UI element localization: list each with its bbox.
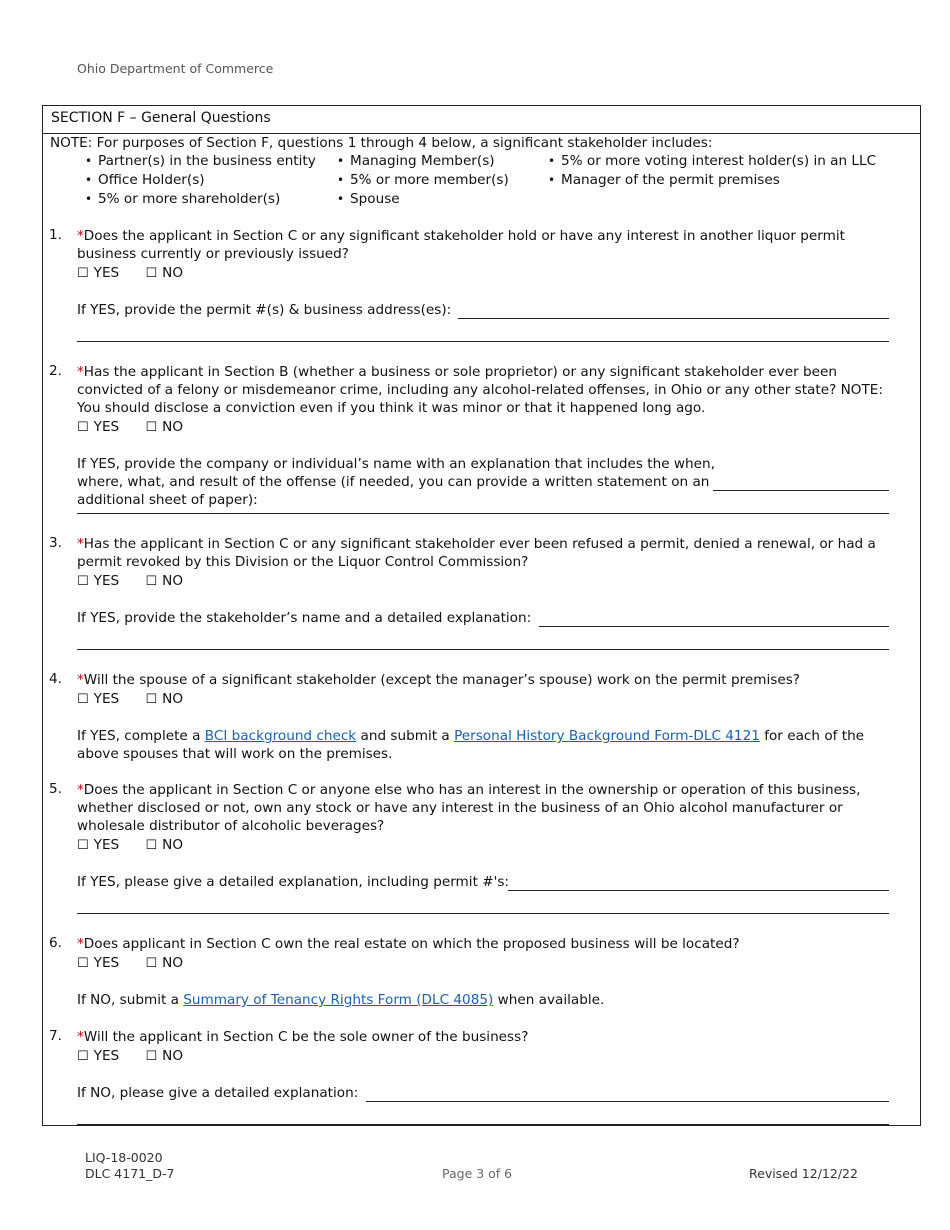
- checkbox-icon: ☐: [77, 1049, 89, 1064]
- answer-line[interactable]: [77, 1124, 889, 1125]
- followup-text-part: when available.: [493, 992, 605, 1008]
- no-label: NO: [162, 837, 184, 853]
- checkbox-icon: ☐: [77, 420, 89, 435]
- checkbox-icon: ☐: [77, 266, 89, 281]
- checkbox-icon: ☐: [145, 838, 158, 853]
- question-number: 3.: [49, 535, 62, 551]
- followup-text: If YES, provide the company or individual’s name with an explanation that includes the when, where, what, and result of the offense (if needed, you can provide a written statement on an additional sheet of paper):: [77, 456, 715, 508]
- no-label: NO: [162, 691, 184, 707]
- yes-checkbox[interactable]: [77, 419, 119, 435]
- yes-label: YES: [93, 419, 120, 435]
- checkbox-icon: ☐: [77, 956, 89, 971]
- followup-text: If NO, please give a detailed explanation:: [77, 1085, 359, 1101]
- question-number: 4.: [49, 671, 62, 687]
- answer-line[interactable]: [77, 513, 889, 514]
- page-number: Page 3 of 6: [442, 1166, 513, 1181]
- followup-text: If YES, provide the stakeholder’s name and a detailed explanation:: [77, 610, 532, 626]
- required-asterisk: *: [77, 1029, 84, 1045]
- bullet-item: • Spouse: [337, 191, 400, 207]
- required-asterisk: *: [77, 228, 84, 244]
- no-checkbox[interactable]: [146, 573, 184, 589]
- answer-line[interactable]: [366, 1101, 889, 1102]
- question-text: Has the applicant in Section C or any significant stakeholder ever been refused a permit, denied a renewal, or had a permit revoked by this Division or the Liquor Control Commission?: [77, 536, 876, 570]
- followup-text-part: If YES, complete a: [77, 728, 205, 744]
- agency-header: Ohio Department of Commerce: [77, 61, 274, 76]
- no-checkbox[interactable]: [146, 419, 184, 435]
- followup-text: If YES, provide the permit #(s) & business address(es):: [77, 302, 452, 318]
- no-checkbox[interactable]: [146, 691, 184, 707]
- question-number: 5.: [49, 781, 62, 797]
- followup-text-part: and submit a: [356, 728, 455, 744]
- bullet-item: • Office Holder(s): [85, 172, 205, 188]
- question-text: Has the applicant in Section B (whether a business or sole proprietor) or any significant stakeholder ever been convicted of a felony or misdemeanor crime, including any alcohol-related offenses, in Ohio or any other state? NOTE: You should disclose a conviction even if you think it was minor or that it happened long ago.: [77, 364, 883, 416]
- required-asterisk: *: [77, 936, 84, 952]
- required-asterisk: *: [77, 672, 84, 688]
- question-number: 6.: [49, 935, 62, 951]
- stakeholder-note: NOTE: For purposes of Section F, questions 1 through 4 below, a significant stakeholder includes:: [50, 135, 713, 151]
- tenancy-rights-form-link[interactable]: Summary of Tenancy Rights Form (DLC 4085): [183, 992, 494, 1008]
- checkbox-icon: ☐: [145, 1049, 158, 1064]
- bullet-item: • Managing Member(s): [337, 153, 495, 169]
- checkbox-icon: ☐: [145, 420, 158, 435]
- personal-history-form-link[interactable]: Personal History Background Form-DLC 4121: [454, 728, 760, 744]
- bci-background-check-link[interactable]: BCI background check: [204, 728, 357, 744]
- yes-label: YES: [93, 573, 120, 589]
- followup-text-part: for each of the above spouses that will work on the premises.: [77, 728, 865, 762]
- checkbox-icon: ☐: [77, 838, 89, 853]
- answer-line[interactable]: [508, 890, 889, 891]
- no-label: NO: [162, 1048, 184, 1064]
- question-text: Will the spouse of a significant stakeholder (except the manager’s spouse) work on the permit premises?: [83, 672, 800, 688]
- form-number: DLC 4171_D-7: [85, 1166, 175, 1181]
- no-label: NO: [162, 419, 184, 435]
- yes-checkbox[interactable]: [77, 573, 119, 589]
- required-asterisk: *: [77, 536, 84, 552]
- yes-checkbox[interactable]: [77, 1048, 119, 1064]
- question-text: Does applicant in Section C own the real estate on which the proposed business will be located?: [83, 936, 740, 952]
- question-number: 2.: [49, 363, 62, 379]
- section-title: SECTION F – General Questions: [43, 106, 920, 134]
- bullet-item: • 5% or more voting interest holder(s) in an LLC: [548, 153, 876, 169]
- followup-text: [77, 727, 903, 763]
- yes-label: YES: [93, 691, 120, 707]
- answer-line[interactable]: [77, 913, 889, 914]
- no-label: NO: [162, 955, 184, 971]
- required-asterisk: *: [77, 782, 84, 798]
- bullet-item: • 5% or more member(s): [337, 172, 509, 188]
- question-number: 7.: [49, 1028, 62, 1044]
- followup-text-part: If NO, submit a: [77, 992, 184, 1008]
- bullet-item: • 5% or more shareholder(s): [85, 191, 280, 207]
- answer-line[interactable]: [539, 626, 889, 627]
- checkbox-icon: ☐: [145, 574, 158, 589]
- checkbox-icon: ☐: [77, 574, 89, 589]
- yes-checkbox[interactable]: [77, 955, 119, 971]
- required-asterisk: *: [77, 364, 84, 380]
- checkbox-icon: ☐: [145, 692, 158, 707]
- no-label: NO: [162, 573, 184, 589]
- yes-label: YES: [93, 265, 120, 281]
- answer-line[interactable]: [458, 318, 889, 319]
- no-checkbox[interactable]: [146, 837, 184, 853]
- question-text: Does the applicant in Section C or anyone else who has an interest in the ownership or operation of this business, whether disclosed or not, own any stock or have any interest in the business of an Ohio alcohol manufacturer or wholesale distributor of alcoholic beverages?: [77, 782, 861, 834]
- section-f-box: [42, 105, 921, 1126]
- followup-text: [77, 991, 903, 1009]
- checkbox-icon: ☐: [77, 692, 89, 707]
- yes-checkbox[interactable]: [77, 691, 119, 707]
- yes-checkbox[interactable]: [77, 265, 119, 281]
- yes-label: YES: [93, 1048, 120, 1064]
- checkbox-icon: ☐: [145, 956, 158, 971]
- question-text: Does the applicant in Section C or any significant stakeholder hold or have any interest in another liquor permit business currently or previously issued?: [77, 228, 845, 262]
- checkbox-icon: ☐: [145, 266, 158, 281]
- no-checkbox[interactable]: [146, 1048, 184, 1064]
- answer-line[interactable]: [713, 490, 889, 491]
- yes-label: YES: [93, 955, 120, 971]
- bullet-item: • Partner(s) in the business entity: [85, 153, 316, 169]
- answer-line[interactable]: [77, 649, 889, 650]
- revised-date: Revised 12/12/22: [749, 1166, 858, 1181]
- bullet-item: • Manager of the permit premises: [548, 172, 780, 188]
- followup-text: If YES, please give a detailed explanation, including permit #'s:: [77, 874, 510, 890]
- answer-line[interactable]: [77, 341, 889, 342]
- yes-checkbox[interactable]: [77, 837, 119, 853]
- no-label: NO: [162, 265, 184, 281]
- question-number: 1.: [49, 227, 62, 243]
- no-checkbox[interactable]: [146, 955, 184, 971]
- no-checkbox[interactable]: [146, 265, 184, 281]
- question-text: Will the applicant in Section C be the sole owner of the business?: [83, 1029, 529, 1045]
- yes-label: YES: [93, 837, 120, 853]
- form-code: LIQ-18-0020: [85, 1150, 163, 1165]
